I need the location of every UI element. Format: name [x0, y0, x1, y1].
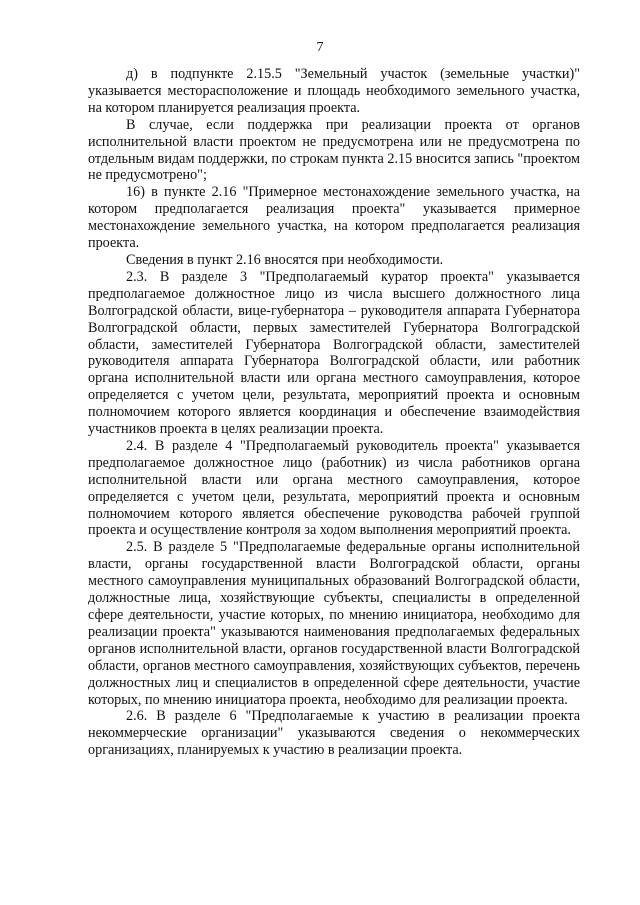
paragraph-item-16-location: 16) в пункте 2.16 "Примерное местонахождение земельного участка, на котором предполагается реализация проекта" указывается примерное местонахождение земельного участка, на котором предполагается реализация проекта. [88, 184, 580, 252]
paragraph-subitem-d-land-plot: д) в подпункте 2.15.5 "Земельный участок (земельные участки)" указывается месторасположение и площадь необходимого земельного участка, на котором планируется реализация проекта. [88, 66, 580, 116]
document-body [88, 66, 580, 759]
paragraph-section-2-4-project-head: 2.4. В разделе 4 "Предполагаемый руководитель проекта" указывается предполагаемое должностное лицо (работник) из числа работников органа исполнительной власти или органа местного самоуправления, которое определяется с учетом цели, результата, мероприятий проекта и основным полномочием которого является обеспечение руководства рабочей группой проекта и осуществление контроля за ходом выполнения мероприятий проекта. [88, 437, 580, 539]
paragraph-item-2-16-note: Сведения в пункт 2.16 вносятся при необходимости. [126, 251, 444, 268]
paragraph-section-2-5-participants: 2.5. В разделе 5 "Предполагаемые федеральные органы исполнительной власти, органы государственной власти Волгоградской области, органы местного самоуправления муниципальных образований Волгоградской области, должностные лица, хозяйствующие субъекты, специалисты в определенной сфере деятельности, участие которых, по мнению инициатора, необходимо для реализации проекта" указываются наименования предполагаемых федеральных органов исполнительной власти, органов государственной власти Волгоградской области, органов местного самоуправления, хозяйствующих субъектов, перечень должностных лиц и специалистов в определенной сфере деятельности, участие которых, по мнению инициатора проекта, необходимо для реализации проекта. [88, 539, 580, 708]
paragraph-section-2-3-curator: 2.3. В разделе 3 "Предполагаемый куратор проекта" указывается предполагаемое должностное лицо из числа высшего должностного лица Волгоградской области, вице-губернатора – руководителя аппарата Губернатора Волгоградской области, первых заместителей Губернатора Волгоградской области, заместителей Губернатора Волгоградской области, заместителей руководителя аппарата Губернатора Волгоградской области, или работник органа исполнительной власти или органа местного самоуправления, которое определяется с учетом цели, результата, мероприятий проекта и основным полномочием которого является координация и обеспечение взаимодействия участников проекта в целях реализации проекта. [88, 268, 580, 438]
paragraph-section-2-6-nonprofits: 2.6. В разделе 6 "Предполагаемые к участию в реализации проекта некоммерческие организации" указываются сведения о некоммерческих организациях, планируемых к участию в реализации проекта. [88, 708, 580, 759]
page-number: 7 [316, 40, 324, 55]
paragraph-support-not-provided: В случае, если поддержка при реализации проекта от органов исполнительной власти проектом не предусмотрена или не предусмотрена по отдельным видам поддержки, по строкам пункта 2.15 вносится запись "проектом не предусмотрено"; [88, 116, 580, 184]
